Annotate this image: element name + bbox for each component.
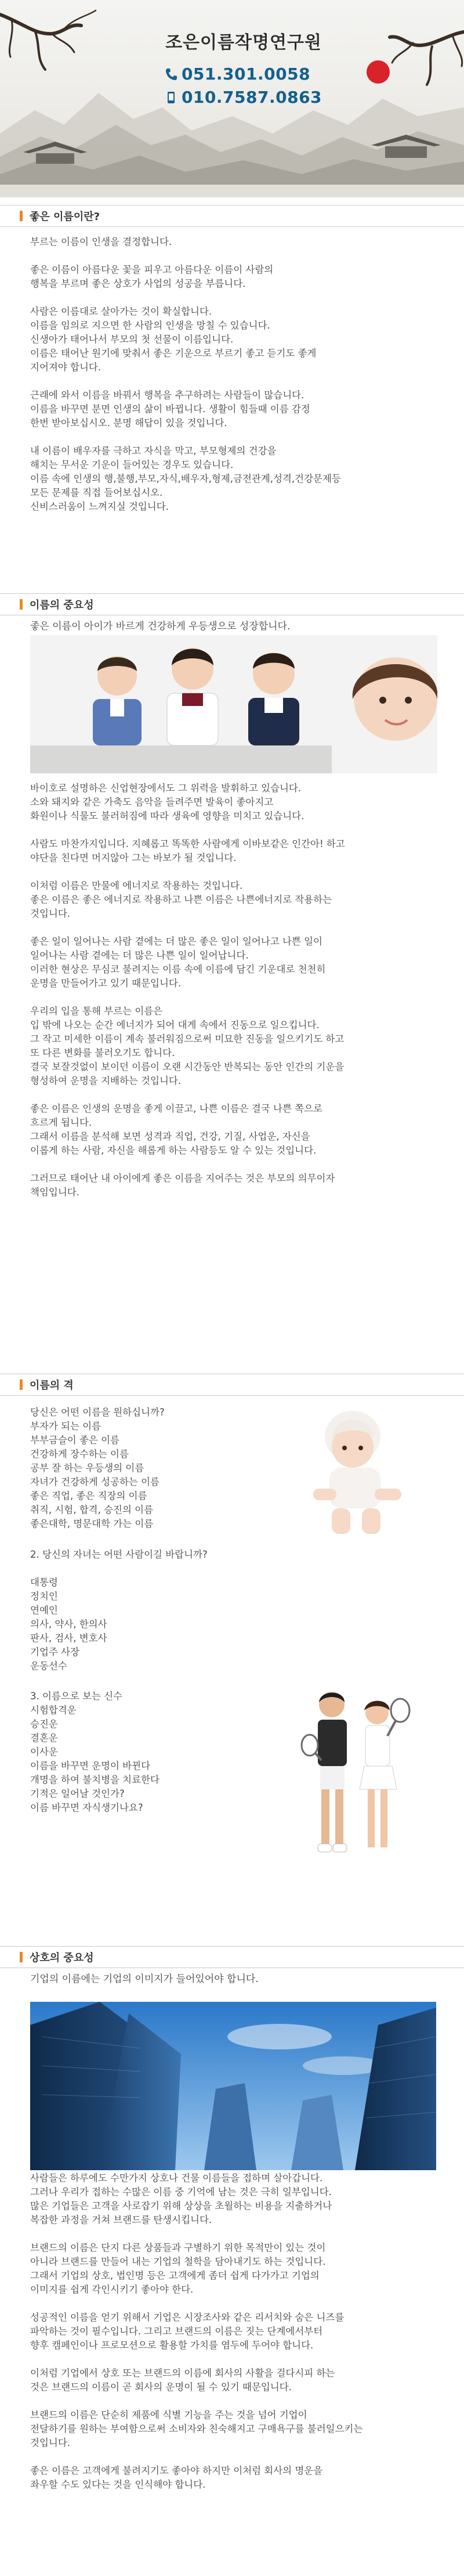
phone-number-text: 010.7587.0863 [181, 88, 322, 107]
paragraph-line: 사람도 마찬가지입니다. 지혜롭고 똑똑한 사람에게 이바보같은 인간아! 하고 [30, 838, 345, 849]
section-good-name [0, 205, 464, 514]
list-item: 부자가 되는 이름 [30, 1421, 102, 1432]
paragraph-line: 흐르게 됩니다. [30, 1117, 92, 1128]
paragraph [30, 2311, 429, 2352]
paragraph-line: 그래서 이름을 분석해 보면 성격과 직업, 건강, 기질, 사업운, 자신을 [30, 1131, 310, 1142]
paragraph-line: 전달하기를 원하는 부여함으로써 소비자와 친숙해지고 구매욕구를 불러일으키는 [30, 2423, 363, 2434]
children-studying-photo [30, 635, 437, 773]
paragraph [30, 837, 429, 865]
list-item: 판사, 검사, 변호사 [30, 1633, 107, 1644]
section-header [0, 205, 464, 227]
paragraph [30, 2464, 429, 2492]
section-title: 상호의 중요성 [30, 1952, 94, 1964]
list-item: 기업주 사장 [30, 1647, 79, 1658]
section-lead: 좋은 이름이 아이가 바르게 건강하게 우등생으로 성장합니다. [30, 621, 291, 632]
paragraph-line: 그러므로 태어난 내 아이에게 좋은 이름을 지어주는 것은 부모의 의무이자 [30, 1173, 335, 1184]
paragraph-line: 것은 브랜드의 이름이 곧 회사의 운명이 될 수 있기 때문입니다. [30, 2382, 292, 2393]
list-item: 자녀가 건강하게 성공하는 이름 [30, 1476, 160, 1487]
section-header [0, 1374, 464, 1396]
section-lead: 기업의 이름에는 기업의 이미지가 들어있어야 합니다. [30, 1973, 259, 1985]
paragraph [30, 444, 429, 514]
career-list [30, 1548, 208, 1673]
header-banner [0, 0, 464, 197]
paragraph-line: 좋은 이름이 아름다운 꽃을 피우고 아름다운 이름이 사람의 [30, 264, 274, 275]
list-item [30, 1562, 208, 1576]
paragraph-line: 일어나는 사람 곁에는 더 많은 나쁜 일이 일어납니다. [30, 950, 249, 961]
paragraph-line: 신비스러움이 느껴지실 것입니다. [30, 501, 169, 512]
paragraph-line: 우리의 입을 통해 부르는 이름은 [30, 1006, 163, 1017]
list-item: 좋은대학, 명문대학 가는 이름 [30, 1518, 154, 1529]
paragraph-line: 책임입니다. [30, 1187, 79, 1198]
paragraph-line: 행복을 부르며 좋은 상호가 사업의 성공을 부릅니다. [30, 278, 246, 289]
paragraph-line: 소와 돼지와 같은 가축도 음악을 들려주면 발육이 좋아지고 [30, 797, 274, 808]
paragraph-line: 지어져야 합니다. [30, 362, 102, 373]
list-item: 이사운 [30, 1746, 58, 1757]
list-item: 3. 이름으로 보는 신수 [30, 1691, 122, 1702]
section-title: 이름의 격 [30, 1379, 74, 1392]
paragraph-line: 이처럼 기업에서 상호 또는 브랜드의 이름에 회사의 사활을 걸다시피 하는 [30, 2368, 335, 2379]
paragraph-line: 사람은 이름대로 살아가는 것이 확실합니다. [30, 306, 212, 317]
section-body [0, 235, 464, 514]
paragraph-line: 좌우할 수도 있다는 것을 인식해야 합니다. [30, 2479, 206, 2490]
section-marker [20, 1952, 23, 1962]
paragraph-line: 운명을 만들어가고 있기 때문입니다. [30, 978, 182, 989]
paragraph [30, 2408, 429, 2450]
paragraph-line: 한번 받아보십시오. 분명 해답이 있을 것입니다. [30, 417, 227, 428]
phone-number-text: 051.301.0058 [181, 64, 311, 84]
list-item: 취직, 시험, 합격, 승진의 이름 [30, 1504, 154, 1515]
wish-list [30, 1406, 165, 1531]
paragraph [30, 305, 429, 374]
tennis-couple-photo [290, 1687, 418, 1861]
list-item: 정치인 [30, 1591, 58, 1602]
paragraph-line: 부르는 이름이 인생을 결정합니다. [30, 236, 172, 247]
paragraph [30, 879, 429, 921]
paragraph [30, 388, 429, 430]
list-item: 의사, 약사, 한의사 [30, 1619, 107, 1630]
section-header [0, 1946, 464, 1968]
list-item: 이름 바꾸면 자식생기나요? [30, 1802, 143, 1813]
paragraph [30, 2241, 429, 2297]
paragraph-line: 이롭게 하는 사람, 자신을 해롭게 하는 사람등도 알 수 있는 것입니다. [30, 1145, 317, 1156]
paragraph-line: 좋은 일이 일어나는 사람 곁에는 더 많은 좋은 일이 일어나고 나쁜 일이 [30, 936, 322, 947]
paragraph-line: 모든 문제를 직접 들어보십시오. [30, 487, 163, 498]
phone-icon [165, 68, 177, 81]
paragraph-line: 성공적인 이름을 얻기 위해서 기업은 시장조사와 같은 리서치와 숨은 니즈를 [30, 2312, 345, 2323]
list-item: 운동선수 [30, 1660, 67, 1671]
section-marker [20, 211, 23, 221]
paragraph-line: 신생아가 태어나서 부모의 첫 선물이 이름입니다. [30, 334, 234, 345]
paragraph-line: 그래서 기업의 상호, 법인명 등은 고객에게 좀더 쉽게 다가가고 기업의 [30, 2270, 320, 2281]
paragraph-line: 것입니다. [30, 2437, 71, 2448]
paragraph-line: 파악하는 것이 필수입니다. 그리고 브랜드의 이름은 짓는 단계에서부터 [30, 2326, 323, 2337]
paragraph-line: 해치는 무서운 기운이 들어있는 경우도 있습니다. [30, 459, 234, 470]
phone-list [165, 63, 322, 109]
paragraph-line: 이름을 임의로 지으면 한 사람의 인생을 망칠 수 있습니다. [30, 320, 270, 331]
paragraph-line: 화원이나 식물도 불러허짐에 따라 생육에 영향을 미치고 있습니다. [30, 810, 304, 822]
phone-number-2[interactable] [165, 86, 322, 109]
paragraph-line: 형성하여 운명을 지배하는 것입니다. [30, 1075, 182, 1086]
paragraph-line: 이미지를 쉽게 각인시키기 좋아야 한다. [30, 2284, 194, 2295]
paragraph [30, 235, 429, 249]
section-body [0, 2168, 464, 2492]
paragraph-line: 야단을 친다면 머지않아 그는 바보가 될 것입니다. [30, 852, 237, 863]
paragraph-line: 복잡한 과정을 거쳐 브랜드를 탄생시킵니다. [30, 2214, 212, 2225]
paragraph-line: 이름을 바꾸면 분면 인생의 삶이 바뀝니다. 생활이 힘들때 이름 감정 [30, 403, 310, 415]
paragraph-line: 이러한 현상은 무심코 불려지는 이름 속에 이름에 담긴 기운대로 천천히 [30, 964, 326, 975]
paragraph-line: 것입니다. [30, 908, 71, 919]
section-title: 이름의 중요성 [30, 599, 94, 611]
section-body [0, 778, 464, 1199]
mobile-phone-icon [165, 91, 177, 104]
list-item: 공부 잘 하는 우등생의 이름 [30, 1462, 144, 1473]
brand-title: 조은이름작명연구원 [165, 33, 322, 53]
paragraph [30, 1004, 429, 1088]
red-sun-icon [367, 60, 390, 84]
section-title: 좋은 이름이란? [30, 211, 100, 223]
list-item: 결혼운 [30, 1732, 58, 1743]
paragraph [30, 2171, 429, 2227]
list-item: 대통령 [30, 1577, 58, 1588]
paragraph [30, 935, 429, 990]
paragraph [30, 2366, 429, 2394]
list-item: 연예인 [30, 1605, 58, 1616]
paragraph [30, 781, 429, 823]
list-item: 건강하게 장수하는 이름 [30, 1449, 129, 1460]
section-name-grade [0, 1374, 464, 1813]
paragraph-line: 아니라 브랜드를 만들어 내는 기업의 철학을 담아내기도 하는 것입니다. [30, 2256, 326, 2267]
paragraph-line: 브랜드의 이름은 단지 다른 상품들과 구별하기 위한 목적만이 있는 것이 [30, 2242, 326, 2253]
paragraph-line: 이처럼 이름은 만물에 에너지로 작용하는 것입니다. [30, 880, 243, 891]
list-item: 개명을 하여 불치병을 치료한다 [30, 1774, 160, 1785]
paragraph-line: 근래에 와서 이름을 바꿔서 행복을 추구하려는 사람들이 많습니다. [30, 390, 304, 401]
section-header [0, 593, 464, 615]
list-item: 2. 당신의 자녀는 어떤 사람이길 바랍니까? [30, 1549, 208, 1560]
brand-box [145, 28, 342, 109]
paragraph-line: 결국 보잘것없이 보이던 이름이 오랜 시간동안 반복되는 동안 인간의 기운을 [30, 1061, 345, 1072]
list-item: 기적은 일어날 것인가? [30, 1788, 125, 1799]
paragraph-line: 이름 속에 인생의 행,불행,부모,자식,배우자,형제,금전관계,성격,건강문제등 [30, 473, 341, 484]
section-marker [20, 599, 23, 610]
paragraph-line: 그 작고 미세한 이름이 계속 불러워짐으로써 미묘한 진동을 일으키기도 하고 [30, 1033, 345, 1044]
paragraph [30, 1102, 429, 1158]
paragraph-line: 또 다른 변화를 불러오기도 합니다. [30, 1047, 175, 1058]
list-item: 좋은 직업, 좋은 직장의 이름 [30, 1490, 147, 1501]
paragraph [30, 1172, 429, 1199]
section-name-importance [0, 593, 464, 1198]
paragraph-line: 향후 캠페인이나 프로모션으로 활용할 가치를 염두에 두어야 합니다. [30, 2340, 314, 2351]
paragraph-line: 많은 기업들은 고객을 사로잡기 위해 상상을 초월하는 비용을 지출하거나 [30, 2200, 332, 2211]
phone-number-1[interactable] [165, 63, 322, 86]
paragraph-line: 좋은 이름은 좋은 에너지로 작용하고 나쁜 이름은 나쁜에너지로 작용하는 [30, 894, 332, 905]
list-item: 당신은 어떤 이름을 원하십니까? [30, 1407, 165, 1418]
paragraph-line: 사람들은 하루에도 수만가지 상호나 건물 이름들을 접하며 살아갑니다. [30, 2173, 323, 2184]
list-item: 승진운 [30, 1718, 58, 1730]
paragraph-line: 그러나 우리가 접하는 수많은 이름 중 기억에 남는 것은 극히 일부입니다. [30, 2186, 332, 2197]
paragraph-line: 입 밖에 나오는 순간 에너지가 되어 대게 속에서 진동으로 일으킵니다. [30, 1019, 320, 1031]
skyscrapers-photo [30, 2002, 436, 2170]
baby-photo [302, 1402, 412, 1536]
paragraph-line: 좋은 이름은 인생의 운명을 좋게 이끌고, 나쁜 이름은 결국 나쁜 쪽으로 [30, 1103, 322, 1114]
paragraph-line: 바이호로 설명하은 신업현장에서도 그 위력을 발휘하고 있습니다. [30, 783, 302, 794]
section-company-name [0, 1946, 464, 2490]
paragraph-line: 내 이름이 배우자를 극하고 자식을 막고, 부모형제의 건강을 [30, 445, 277, 456]
paragraph [30, 263, 429, 291]
paragraph-line: 브랜드의 이름은 단순히 제품에 식별 기능을 주는 것을 넘어 기업이 [30, 2409, 307, 2420]
fortune-list [30, 1689, 160, 1815]
list-item: 시험합격운 [30, 1705, 77, 1716]
list-item: 이름을 바꾸면 운명이 바뀐다 [30, 1760, 151, 1771]
list-item: 부부금슬이 좋은 이름 [30, 1435, 119, 1446]
section-marker [20, 1379, 23, 1390]
paragraph-line: 좋은 이름은 고객에게 불려지기도 좋아야 하지만 이처럼 회사의 명운을 [30, 2465, 323, 2476]
paragraph-line: 이름은 태어난 원기에 맞춰서 좋은 기운으로 부르기 좋고 듣기도 좋게 [30, 348, 317, 359]
